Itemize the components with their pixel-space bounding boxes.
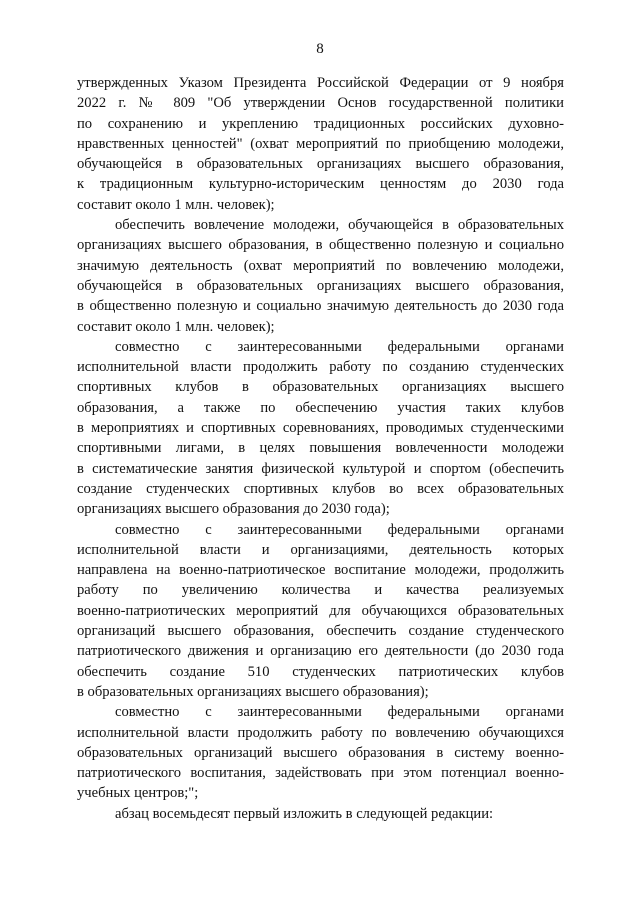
text-line: утвержденных Указом Президента Российской Федерации от 9 ноября [77, 75, 564, 91]
text-line: обеспечить создание 510 студенческих патриотических клубов [77, 663, 564, 680]
text-line: совместно с заинтересованными федеральными органами [115, 704, 564, 721]
text-line: организациях высшего образования до 2030 года); [77, 501, 390, 518]
text-line: по сохранению и укреплению традиционных российских духовно- [77, 115, 564, 132]
text-line: в образовательных организациях высшего образования); [77, 683, 429, 700]
text-line: абзац восемьдесят первый изложить в следующей редакции: [115, 805, 494, 822]
text-line: направлена на военно-патриотическое воспитание молодежи, продолжить [77, 562, 564, 579]
text-line: составит около 1 млн. человек); [77, 196, 275, 213]
text-line: в общественно полезную и социально значимую деятельность до 2030 года [77, 298, 564, 315]
text-line: военно-патриотических мероприятий для обучающихся образовательных [77, 602, 564, 619]
text-line: в мероприятиях и спортивных соревнованиях, проводимых студенческими [77, 420, 564, 437]
text-line: обучающейся в образовательных организациях высшего образования, [77, 156, 564, 173]
text-line: в систематические занятия физической культурой и спортом (обеспечить [77, 460, 564, 477]
text-line: значимую деятельность (охват мероприятий по вовлечению молодежи, [77, 257, 564, 274]
text-line: исполнительной власти продолжить работу по созданию студенческих [77, 359, 564, 376]
text-line: организаций высшего образования, обеспечить создание студенческого [77, 623, 564, 640]
text-line: образования, а также по обеспечению участия таких клубов [77, 399, 564, 416]
text-line: 2022 г. № 809 "Об утверждении Основ государственной политики [77, 95, 564, 112]
text-line: нравственных ценностей" (охват мероприятий по приобщению молодежи, [77, 135, 564, 152]
text-line: исполнительной власти продолжить работу по вовлечению обучающихся [77, 724, 564, 741]
text-line: обучающейся в образовательных организациях высшего образования, [77, 277, 564, 294]
page-number: 8 [316, 41, 324, 57]
text-line: исполнительной власти и организациями, деятельность которых [77, 541, 564, 558]
text-line: патриотического воспитания, задействовать при этом потенциал военно- [77, 765, 564, 782]
text-line: совместно с заинтересованными федеральными органами [115, 338, 564, 355]
text-line: составит около 1 млн. человек); [77, 318, 275, 335]
text-line: патриотического движения и организацию его деятельности (до 2030 года [77, 643, 564, 660]
text-line: создание студенческих спортивных клубов во всех образовательных [77, 480, 564, 497]
text-line: к традиционным культурно-историческим ценностям до 2030 года [77, 176, 564, 193]
text-line: совместно с заинтересованными федеральными органами [115, 521, 564, 538]
text-line: образовательных организаций высшего образования в систему военно- [77, 744, 564, 761]
text-line: организациях высшего образования, в общественно полезную и социально [77, 237, 564, 254]
text-line: спортивными лигами, в целях повышения вовлеченности молодежи [77, 440, 564, 457]
text-line: учебных центров;"; [77, 785, 199, 802]
text-line: работу по увеличению количества и качества реализуемых [77, 582, 564, 599]
document-body [77, 73, 564, 824]
text-line: спортивных клубов в образовательных организациях высшего [77, 379, 564, 396]
text-line: обеспечить вовлечение молодежи, обучающейся в образовательных [115, 217, 564, 234]
